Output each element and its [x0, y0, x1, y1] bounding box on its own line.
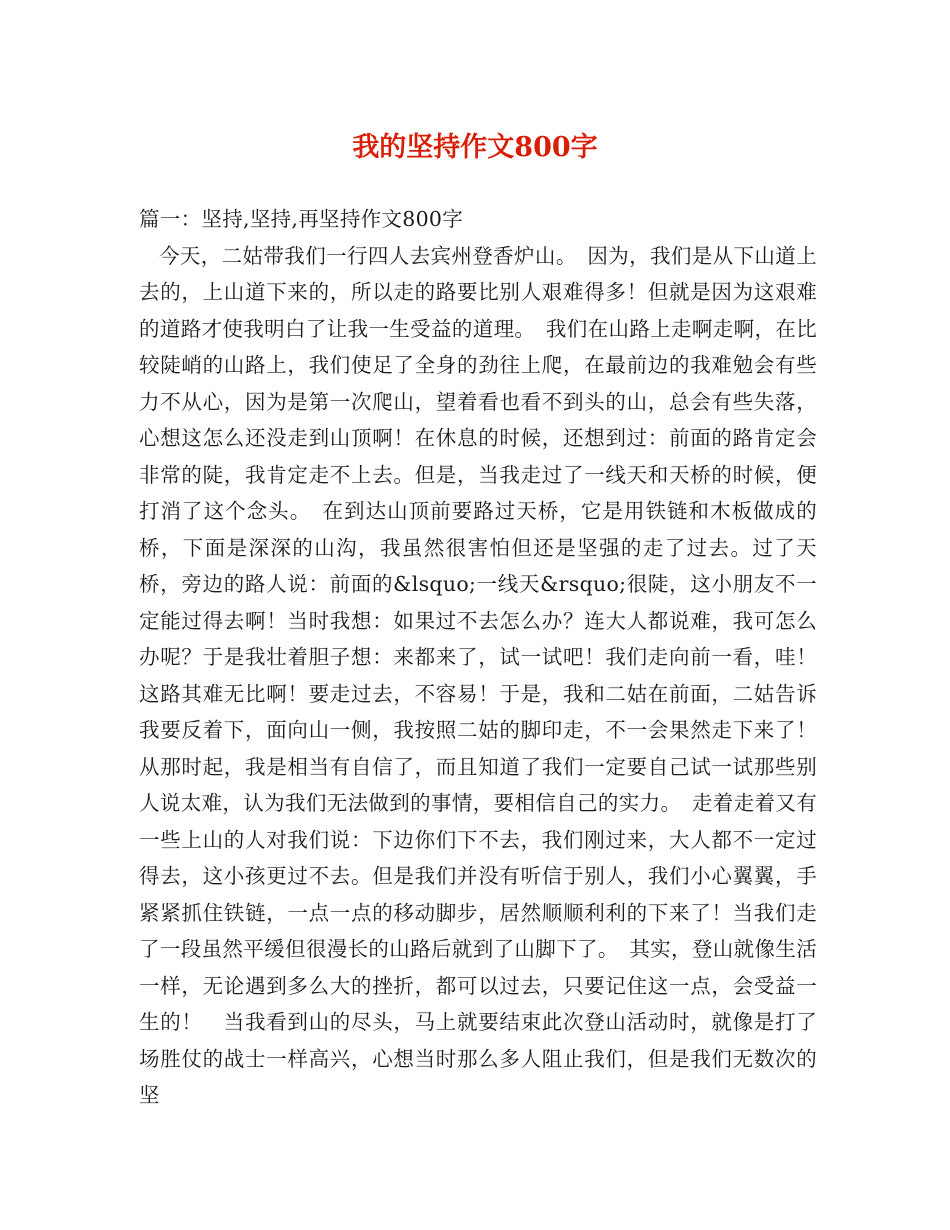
section-heading: 篇一：坚持,坚持,再坚持作文800字: [139, 207, 464, 231]
document-content: [139, 201, 817, 1114]
essay-body: 今天，二姑带我们一行四人去宾州登香炉山。 因为，我们是从下山道上去的，上山道下来的，所以走的路要比别人艰难得多！但就是因为这艰难的道路才使我明白了让我一生受益的道理。 我们在山路上走啊走啊，在比较陡峭的山路上，我们使足了全身的劲往上爬，在最前边的我难勉会有些力不从心，因为是第一次爬山，望着看也看不到头的山，总会有些失落，心想这怎么还没走到山顶啊！在休息的时候，还想到过：前面的路肯定会非常的陡，我肯定走不上去。但是，当我走过了一线天和天桥的时候，便打消了这个念头。 在到达山顶前要路过天桥，它是用铁链和木板做成的桥，下面是深深的山沟，我虽然很害怕但还是坚强的走了过去。过了天桥，旁边的路人说：前面的&lsquo;一线天&rsquo;很陡，这小朋友不一定能过得去啊！当时我想：如果过不去怎么办？连大人都说难，我可怎么办呢？于是我壮着胆子想：来都来了，试一试吧！我们走向前一看，哇！这路其难无比啊！要走过去，不容易！于是，我和二姑在前面，二姑告诉我要反着下，面向山一侧，我按照二姑的脚印走，不一会果然走下来了！从那时起，我是相当有自信了，而且知道了我们一定要自己试一试那些别人说太难，认为我们无法做到的事情，要相信自己的实力。 走着走着又有一些上山的人对我们说：下边你们下不去，我们刚过来，大人都不一定过得去，这小孩更过不去。但是我们并没有听信于别人，我们小心翼翼，手紧紧抓住铁链，一点一点的移动脚步，居然顺顺利利的下来了！当我们走了一段虽然平缓但很漫长的山路后就到了山脚下了。 其实，登山就像生活一样，无论遇到多么大的挫折，都可以过去，只要记住这一点，会受益一生的！ 当我看到山的尽头，马上就要结束此次登山活动时，就像是打了场胜仗的战士一样高兴，心想当时那么多人阻止我们，但是我们无数次的坚: [139, 243, 817, 1107]
document-title: 我的坚持作文800字: [352, 132, 598, 163]
